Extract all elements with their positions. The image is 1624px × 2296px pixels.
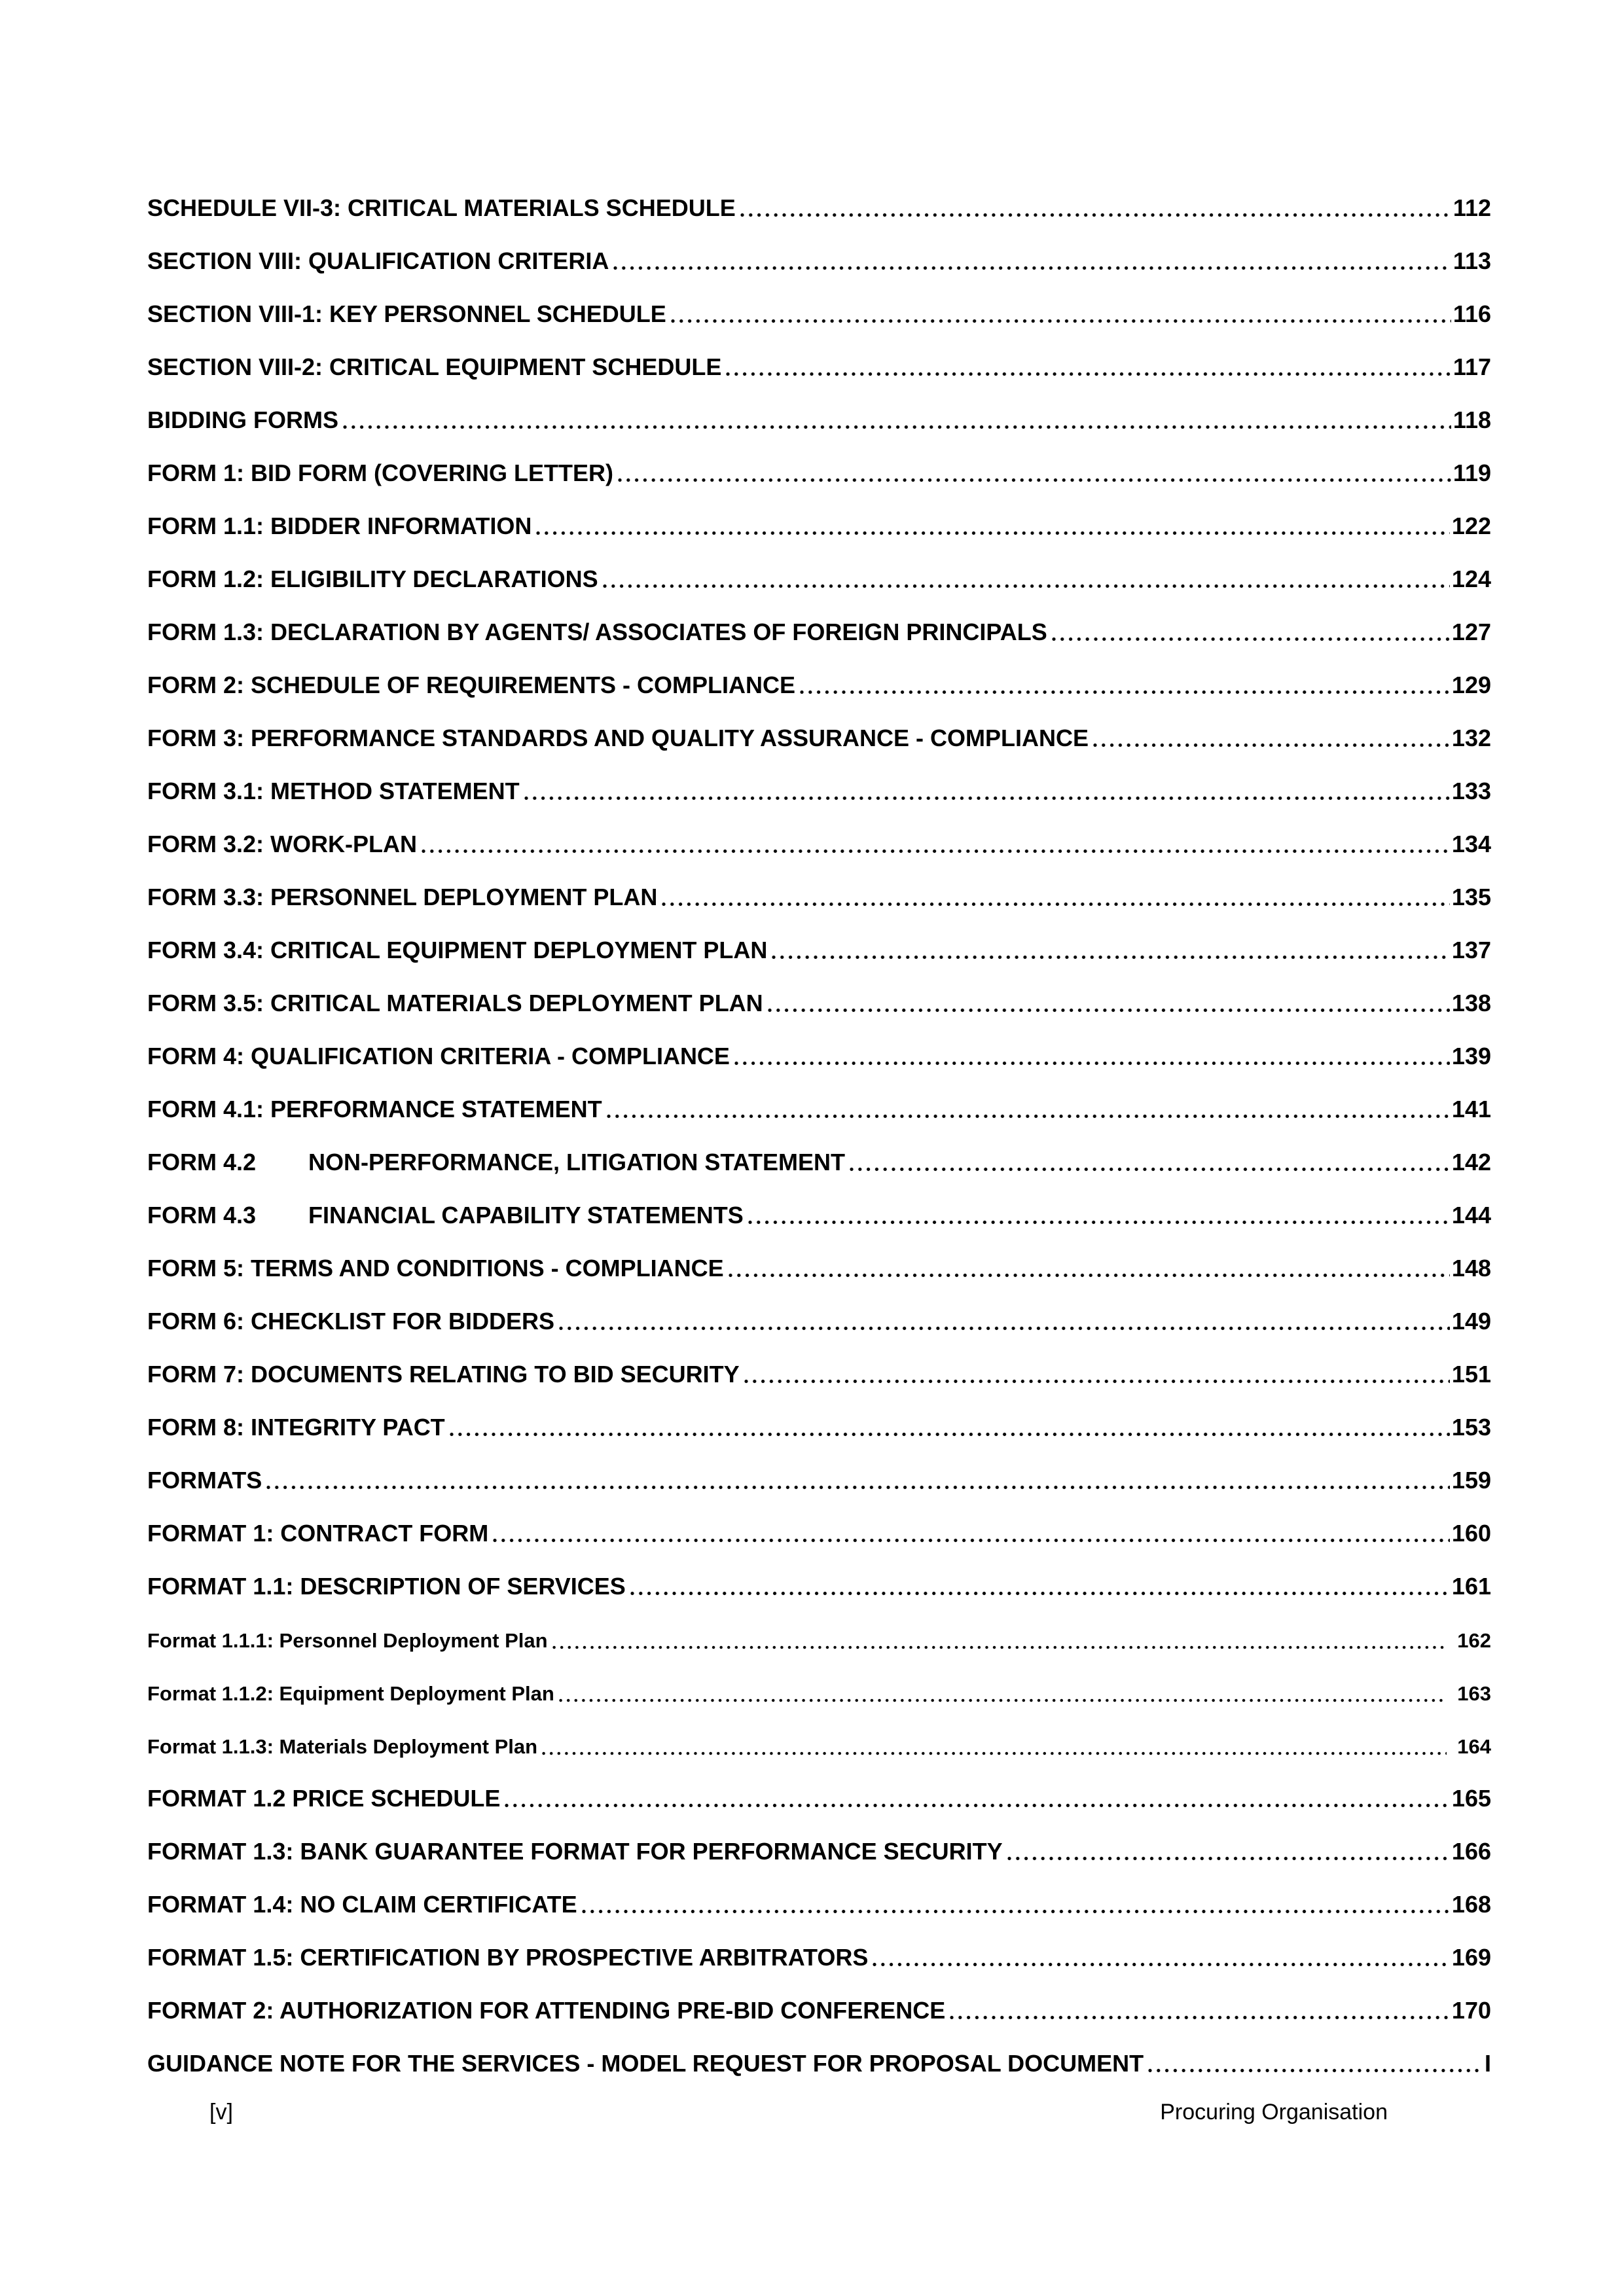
toc-entry-page-number: 160: [1451, 1519, 1491, 1547]
toc-entry-page-number: 153: [1451, 1413, 1491, 1441]
toc-entry-title: FORM 3.1: METHOD STATEMENT: [147, 777, 520, 804]
toc-entry[interactable]: [147, 2024, 1491, 2077]
toc-entry-page-number: 149: [1451, 1307, 1491, 1335]
toc-entry-title: FORMAT 1.5: CERTIFICATION BY PROSPECTIVE ARBITRATORS: [147, 1943, 869, 1971]
toc-entry-page-number: 113: [1453, 247, 1491, 274]
dot-leader: [266, 1485, 1450, 1490]
toc-entry[interactable]: [147, 1123, 1491, 1176]
dot-leader: [536, 531, 1450, 535]
dot-leader: [505, 1803, 1450, 1808]
toc-entry[interactable]: [147, 1335, 1491, 1388]
dot-leader: [1007, 1856, 1450, 1861]
toc-entry[interactable]: [147, 1812, 1491, 1865]
toc-entry-page-number: 144: [1451, 1201, 1491, 1229]
toc-entry-title: FORM 3.4: CRITICAL EQUIPMENT DEPLOYMENT PLAN: [147, 936, 768, 963]
toc-entry[interactable]: [147, 858, 1491, 911]
toc-entry-title: FORM 5: TERMS AND CONDITIONS - COMPLIANCE: [147, 1254, 724, 1282]
dot-leader: [726, 372, 1451, 376]
toc-entry-page-number: 161: [1451, 1572, 1491, 1600]
toc-entry[interactable]: [147, 222, 1491, 275]
toc-entry-title: FORM 1.1: BIDDER INFORMATION: [147, 512, 532, 539]
dot-leader: [662, 902, 1450, 906]
dot-leader: [559, 1698, 1447, 1702]
toc-entry-page-number: 141: [1451, 1095, 1491, 1122]
toc-entry[interactable]: [147, 1706, 1491, 1759]
dot-leader: [552, 1645, 1447, 1649]
toc-entry[interactable]: [147, 169, 1491, 222]
toc-entry[interactable]: [147, 328, 1491, 381]
toc-entry[interactable]: [147, 1971, 1491, 2024]
toc-entry[interactable]: [147, 1547, 1491, 1600]
organisation-label: Procuring Organisation: [1160, 2100, 1388, 2125]
toc-entry-title: FORM 6: CHECKLIST FOR BIDDERS: [147, 1307, 555, 1335]
toc-entry-title: FORMAT 1: CONTRACT FORM: [147, 1519, 489, 1547]
dot-leader: [1148, 2068, 1483, 2073]
toc-entry[interactable]: [147, 1176, 1491, 1229]
dot-leader: [542, 1751, 1447, 1755]
toc-entry[interactable]: [147, 1759, 1491, 1812]
toc-entry-title: FORM 3: PERFORMANCE STANDARDS AND QUALITY ASSURANCE - COMPLIANCE: [147, 724, 1089, 751]
toc-entry-page-number: 132: [1451, 724, 1491, 751]
dot-leader: [343, 425, 1451, 429]
toc-entry-title: FORM 7: DOCUMENTS RELATING TO BID SECURITY: [147, 1360, 740, 1388]
toc-entry-title: FORMAT 1.2 PRICE SCHEDULE: [147, 1784, 501, 1812]
toc-entry-title: Format 1.1.2: Equipment Deployment Plan: [147, 1682, 554, 1706]
toc-entry-title: SECTION VIII-1: KEY PERSONNEL SCHEDULE: [147, 300, 666, 327]
toc-entry[interactable]: [147, 1441, 1491, 1494]
toc-entry-title: FORMAT 1.3: BANK GUARANTEE FORMAT FOR PERFORMANCE SECURITY: [147, 1837, 1003, 1865]
toc-entry-title: FORM 3.5: CRITICAL MATERIALS DEPLOYMENT PLAN: [147, 989, 763, 1016]
toc-entry[interactable]: [147, 381, 1491, 434]
dot-leader: [800, 690, 1450, 694]
dot-leader: [768, 1008, 1450, 1013]
toc-entry-page-number: 164: [1457, 1735, 1491, 1759]
toc-entry-page-number: 163: [1457, 1682, 1491, 1706]
toc-entry-page-number: 159: [1451, 1466, 1491, 1494]
toc-entry[interactable]: [147, 1653, 1491, 1706]
toc-entry-title: FORM 4: QUALIFICATION CRITERIA - COMPLIANCE: [147, 1042, 730, 1069]
toc-entry-title: FORMAT 2: AUTHORIZATION FOR ATTENDING PRE-BID CONFERENCE: [147, 1996, 946, 2024]
dot-leader: [850, 1167, 1450, 1172]
toc-entry[interactable]: [147, 964, 1491, 1017]
dot-leader: [582, 1909, 1450, 1914]
toc-entry-page-number: 118: [1453, 406, 1491, 433]
toc-entry-page-number: 162: [1457, 1629, 1491, 1653]
dot-leader: [729, 1273, 1450, 1278]
toc-entry-title: FORM 8: INTEGRITY PACT: [147, 1413, 445, 1441]
toc-entry[interactable]: [147, 1388, 1491, 1441]
toc-entry[interactable]: [147, 1282, 1491, 1335]
table-of-contents: [147, 169, 1491, 2077]
toc-entry-title: FORM 4.3 FINANCIAL CAPABILITY STATEMENTS: [147, 1201, 744, 1229]
toc-entry-page-number: 151: [1451, 1360, 1491, 1388]
toc-entry-page-number: 133: [1451, 777, 1491, 804]
toc-entry[interactable]: [147, 911, 1491, 964]
toc-entry-title: FORM 1.3: DECLARATION BY AGENTS/ ASSOCIATES OF FOREIGN PRINCIPALS: [147, 618, 1047, 645]
dot-leader: [422, 849, 1450, 853]
toc-entry[interactable]: [147, 275, 1491, 328]
toc-entry-page-number: 138: [1451, 989, 1491, 1016]
toc-entry-title: FORM 3.3: PERSONNEL DEPLOYMENT PLAN: [147, 883, 658, 910]
toc-entry-page-number: 148: [1451, 1254, 1491, 1282]
toc-entry-page-number: 139: [1451, 1042, 1491, 1069]
toc-entry-page-number: I: [1484, 2049, 1491, 2077]
dot-leader: [493, 1538, 1450, 1543]
dot-leader: [607, 1114, 1450, 1119]
toc-entry[interactable]: [147, 434, 1491, 487]
dot-leader: [630, 1591, 1450, 1596]
toc-entry-page-number: 165: [1451, 1784, 1491, 1812]
toc-entry-title: BIDDING FORMS: [147, 406, 338, 433]
toc-entry-title: FORM 1: BID FORM (COVERING LETTER): [147, 459, 613, 486]
toc-entry[interactable]: [147, 593, 1491, 646]
toc-entry-page-number: 170: [1451, 1996, 1491, 2024]
toc-entry-title: FORM 2: SCHEDULE OF REQUIREMENTS - COMPLIANCE: [147, 671, 796, 698]
dot-leader: [950, 2015, 1450, 2020]
toc-entry-title: FORM 4.2 NON-PERFORMANCE, LITIGATION STATEMENT: [147, 1148, 845, 1175]
toc-entry-title: GUIDANCE NOTE FOR THE SERVICES - MODEL REQUEST FOR PROPOSAL DOCUMENT: [147, 2049, 1144, 2077]
dot-leader: [1093, 743, 1450, 747]
toc-entry[interactable]: [147, 1865, 1491, 1918]
toc-entry[interactable]: [147, 540, 1491, 593]
toc-entry-page-number: 169: [1451, 1943, 1491, 1971]
toc-entry-title: Format 1.1.1: Personnel Deployment Plan: [147, 1629, 548, 1653]
dot-leader: [1052, 637, 1450, 641]
toc-entry[interactable]: [147, 1070, 1491, 1123]
toc-entry-title: SECTION VIII-2: CRITICAL EQUIPMENT SCHEDULE: [147, 353, 722, 380]
toc-entry-title: FORM 4.1: PERFORMANCE STATEMENT: [147, 1095, 602, 1122]
toc-entry[interactable]: [147, 487, 1491, 540]
dot-leader: [740, 213, 1451, 217]
toc-entry[interactable]: [147, 1600, 1491, 1653]
toc-entry-title: SCHEDULE VII-3: CRITICAL MATERIALS SCHEDULE: [147, 194, 736, 221]
toc-entry-title: FORM 1.2: ELIGIBILITY DECLARATIONS: [147, 565, 598, 592]
dot-leader: [772, 955, 1450, 960]
toc-entry-page-number: 137: [1451, 936, 1491, 963]
toc-entry-page-number: 135: [1451, 883, 1491, 910]
dot-leader: [524, 796, 1450, 800]
toc-entry-page-number: 116: [1453, 300, 1491, 327]
toc-entry-title: FORMAT 1.4: NO CLAIM CERTIFICATE: [147, 1890, 577, 1918]
toc-entry[interactable]: [147, 1494, 1491, 1547]
toc-entry-page-number: 129: [1451, 671, 1491, 698]
toc-entry[interactable]: [147, 752, 1491, 805]
toc-entry-page-number: 142: [1451, 1148, 1491, 1175]
toc-entry-page-number: 166: [1451, 1837, 1491, 1865]
toc-entry-page-number: 122: [1451, 512, 1491, 539]
toc-entry-page-number: 134: [1451, 830, 1491, 857]
toc-entry-title: SECTION VIII: QUALIFICATION CRITERIA: [147, 247, 609, 274]
toc-entry-title: FORM 3.2: WORK-PLAN: [147, 830, 417, 857]
toc-entry-page-number: 117: [1453, 353, 1491, 380]
toc-entry[interactable]: [147, 699, 1491, 752]
dot-leader: [748, 1220, 1450, 1225]
toc-entry-page-number: 127: [1451, 618, 1491, 645]
dot-leader: [873, 1962, 1450, 1967]
dot-leader: [450, 1432, 1450, 1437]
toc-entry-page-number: 112: [1453, 194, 1491, 221]
toc-entry[interactable]: [147, 1229, 1491, 1282]
toc-entry-page-number: 168: [1451, 1890, 1491, 1918]
dot-leader: [744, 1379, 1450, 1384]
page-number-label: [v]: [209, 2100, 233, 2125]
toc-entry[interactable]: [147, 805, 1491, 858]
dot-leader: [618, 478, 1451, 482]
toc-entry[interactable]: [147, 1017, 1491, 1070]
toc-entry-page-number: 119: [1453, 459, 1491, 486]
toc-entry[interactable]: [147, 646, 1491, 699]
page-footer: [147, 2100, 1491, 2125]
toc-entry-title: Format 1.1.3: Materials Deployment Plan: [147, 1735, 538, 1759]
toc-entry-page-number: 124: [1451, 565, 1491, 592]
dot-leader: [559, 1326, 1450, 1331]
dot-leader: [613, 266, 1451, 270]
dot-leader: [603, 584, 1450, 588]
toc-entry[interactable]: [147, 1918, 1491, 1971]
toc-entry-title: FORMAT 1.1: DESCRIPTION OF SERVICES: [147, 1572, 626, 1600]
dot-leader: [734, 1061, 1450, 1066]
dot-leader: [671, 319, 1451, 323]
toc-entry-title: FORMATS: [147, 1466, 262, 1494]
